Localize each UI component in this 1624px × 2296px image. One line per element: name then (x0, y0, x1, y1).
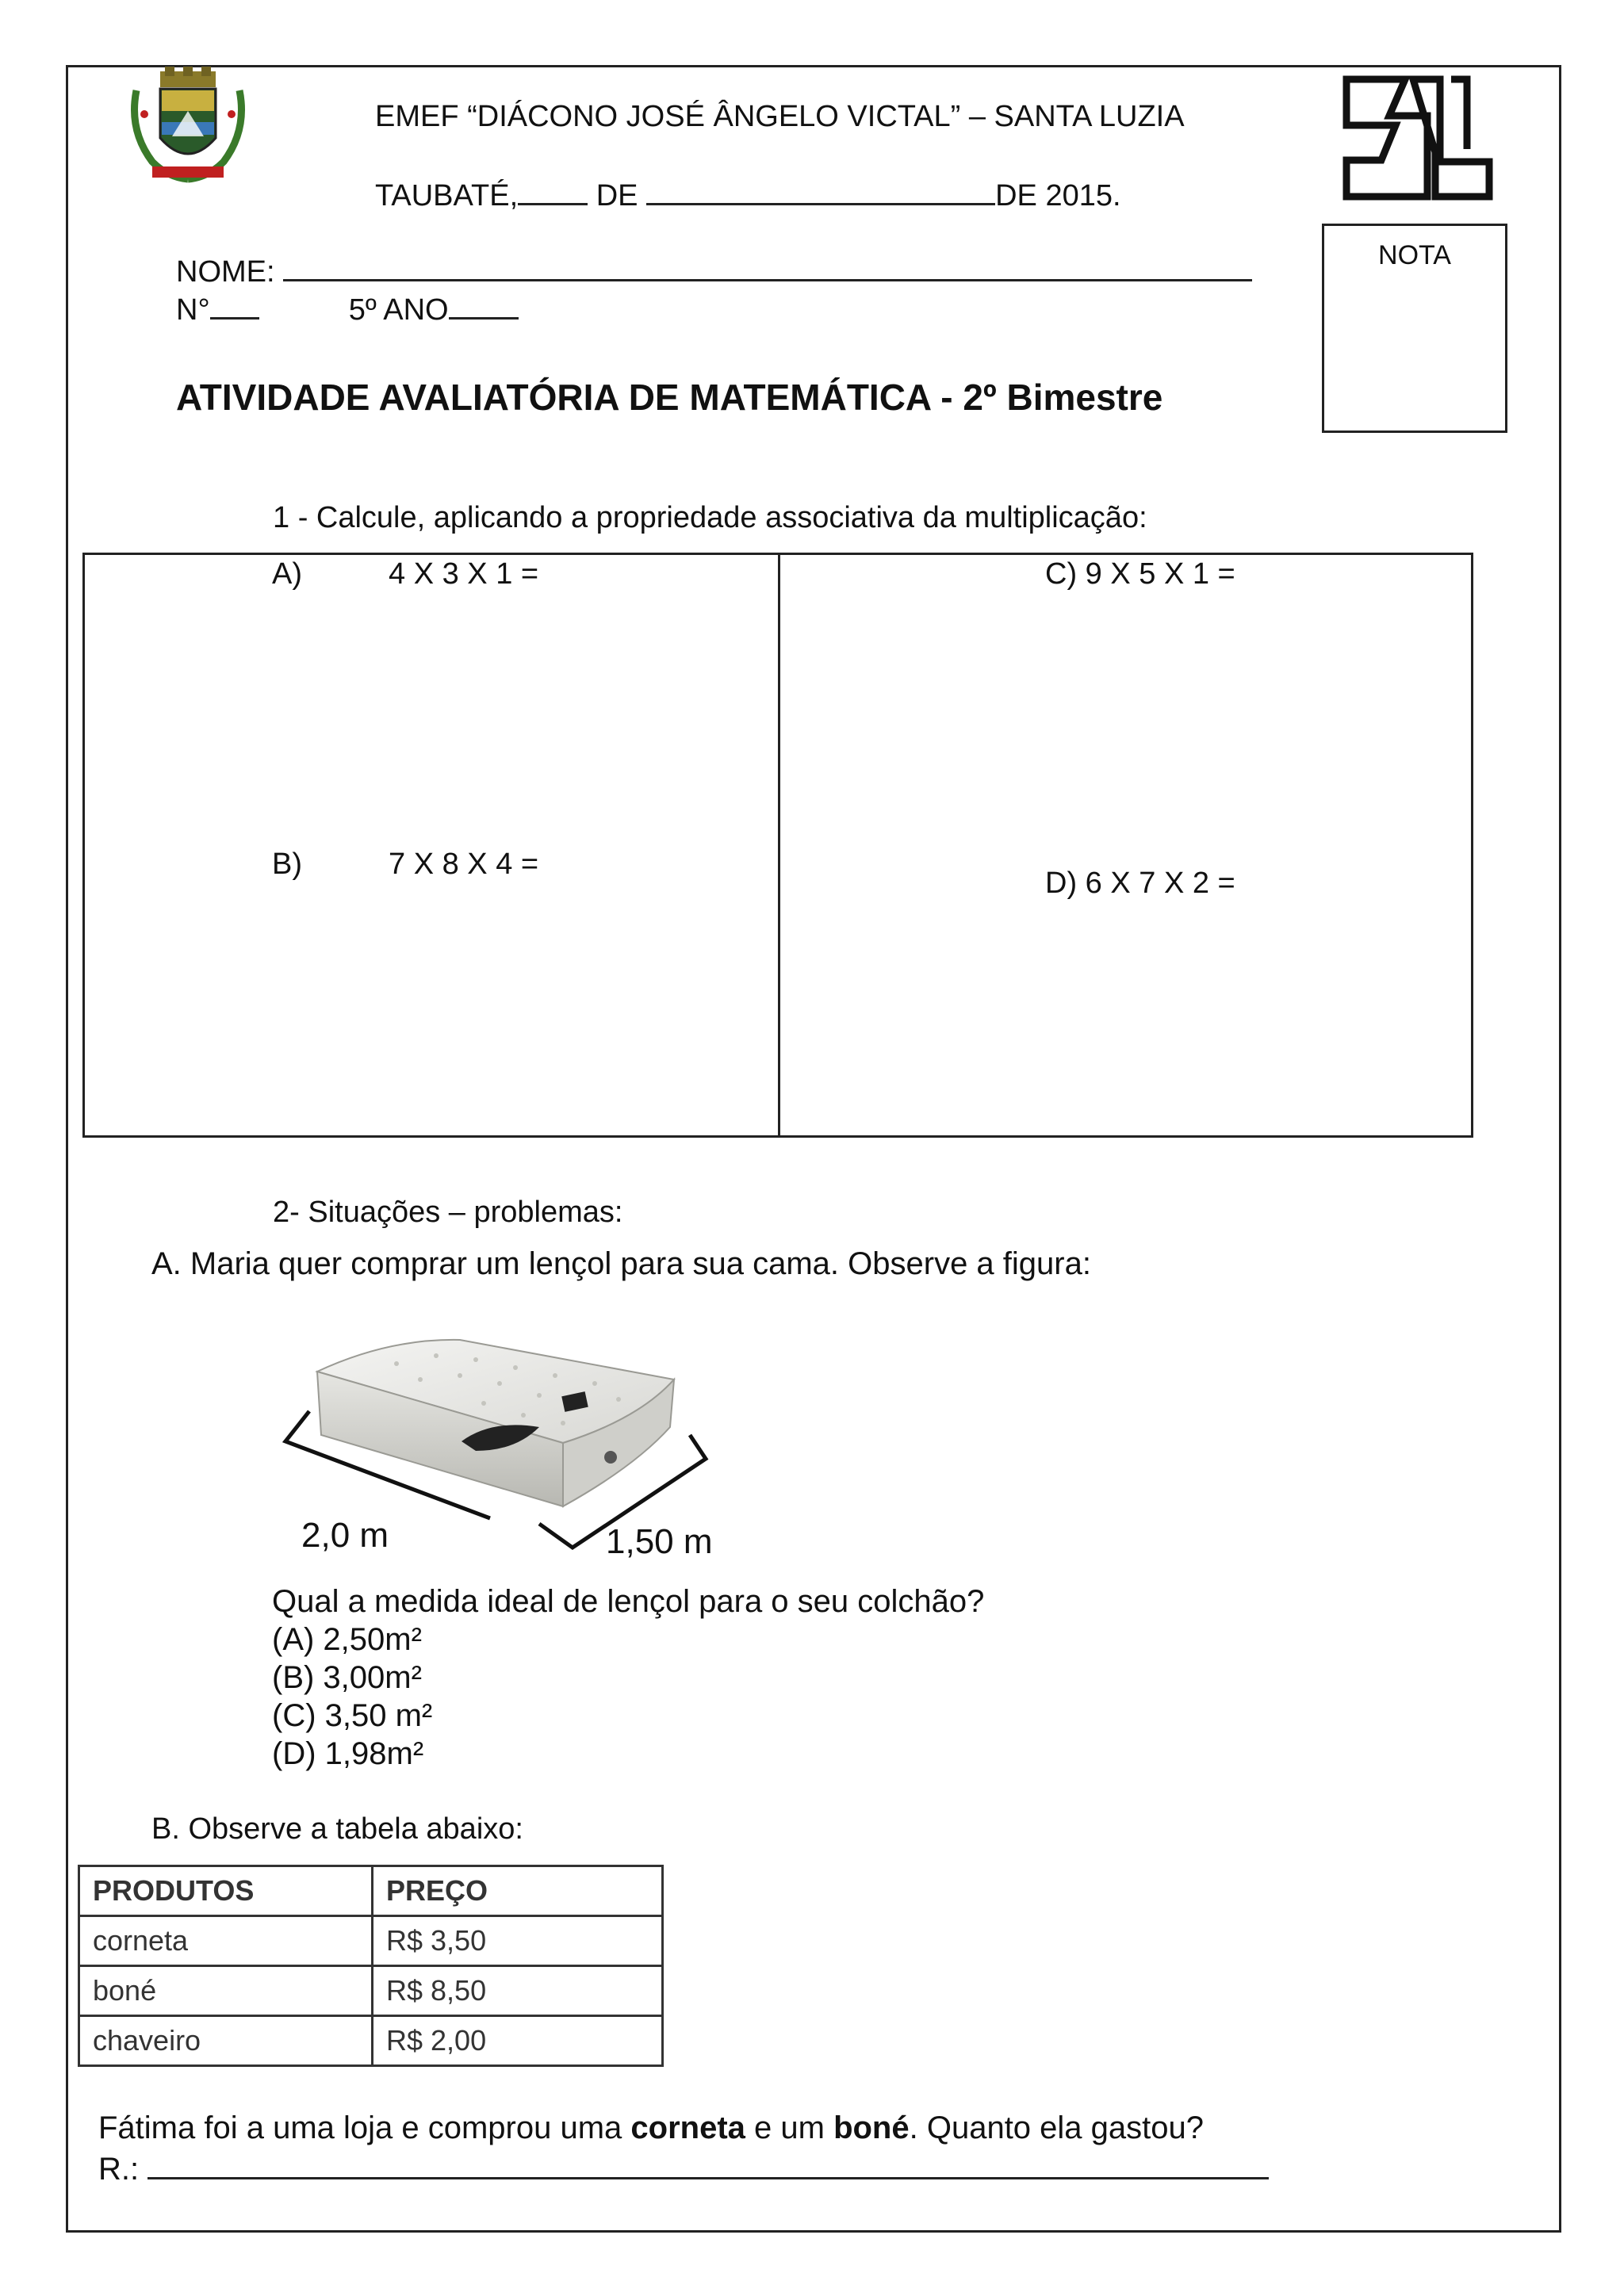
date-de: DE (596, 179, 638, 212)
name-line (176, 251, 1252, 290)
item-c-expression: C) 9 X 5 X 1 = (1045, 557, 1235, 591)
table-cell-product: chaveiro (79, 2016, 373, 2066)
question2b-statement: B. Observe a tabela abaixo: (151, 1812, 523, 1846)
class-blank[interactable] (449, 289, 519, 320)
number-year-line (176, 289, 519, 328)
table-header-price: PREÇO (373, 1866, 663, 1916)
table-row (79, 1966, 663, 2016)
option-a[interactable]: (A) 2,50m² (272, 1622, 422, 1657)
table-cell-product: boné (79, 1966, 373, 2016)
item-a-label: A) (272, 557, 302, 591)
grade-box[interactable] (1322, 224, 1507, 433)
option-b[interactable]: (B) 3,00m² (272, 1660, 422, 1695)
table-cell-price: R$ 3,50 (373, 1916, 663, 1966)
item-b-label: B) (272, 848, 302, 881)
answer-line (98, 2149, 1269, 2188)
table-header-row (79, 1866, 663, 1916)
option-c[interactable]: (C) 3,50 m² (272, 1698, 433, 1733)
date-line (375, 174, 1121, 214)
coat-of-arms-icon (128, 67, 247, 186)
question2a-statement: A. Maria quer comprar um lençol para sua cama. Observe a figura: (151, 1246, 1091, 1281)
number-label: N° (176, 293, 210, 327)
table-header-products: PRODUTOS (79, 1866, 373, 1916)
date-year: DE 2015. (995, 179, 1121, 212)
school-name: EMEF “DIÁCONO JOSÉ ÂNGELO VICTAL” – SANTA LUZIA (375, 100, 1185, 133)
question1-prompt: 1 - Calcule, aplicando a propriedade associativa da multiplicação: (273, 501, 1147, 534)
name-label: NOME: (176, 255, 275, 289)
number-blank[interactable] (210, 289, 259, 320)
question2-heading: 2- Situações – problemas: (273, 1196, 623, 1229)
date-city: TAUBATÉ, (375, 179, 519, 212)
question2b-bold-bone: boné (833, 2110, 910, 2145)
question1-answer-box[interactable] (82, 553, 1473, 1138)
question2b-text-3: . Quanto ela gastou? (909, 2110, 1204, 2145)
mattress-length-label: 2,0 m (301, 1516, 389, 1555)
question1-divider (778, 555, 780, 1135)
page-title: ATIVIDADE AVALIATÓRIA DE MATEMÁTICA - 2º Bimestre (176, 377, 1163, 418)
month-blank[interactable] (646, 174, 995, 205)
table-cell-price: R$ 8,50 (373, 1966, 663, 2016)
item-b-expression: 7 X 8 X 4 = (389, 848, 539, 881)
answer-blank[interactable] (147, 2149, 1269, 2179)
table-cell-product: corneta (79, 1916, 373, 1966)
question2a-question: Qual a medida ideal de lençol para o seu colchão? (272, 1584, 985, 1619)
year-label: 5º ANO (348, 293, 449, 327)
price-table (78, 1865, 664, 2067)
question2b-text-2: e um (745, 2110, 834, 2145)
item-d-expression: D) 6 X 7 X 2 = (1045, 867, 1235, 900)
mattress-width-label: 1,50 m (606, 1522, 713, 1561)
table-row (79, 2016, 663, 2066)
table-row (79, 1916, 663, 1966)
question2b-bold-corneta: corneta (630, 2110, 745, 2145)
item-a-expression: 4 X 3 X 1 = (389, 557, 539, 591)
school-logo-icon (1340, 73, 1499, 203)
table-cell-price: R$ 2,00 (373, 2016, 663, 2066)
day-blank[interactable] (518, 174, 588, 205)
grade-label: NOTA (1378, 240, 1451, 270)
answer-label: R.: (98, 2152, 140, 2187)
name-blank[interactable] (283, 251, 1252, 281)
question2b-question (98, 2109, 1204, 2147)
question2b-text-1: Fátima foi a uma loja e comprou uma (98, 2110, 631, 2145)
option-d[interactable]: (D) 1,98m² (272, 1736, 424, 1771)
